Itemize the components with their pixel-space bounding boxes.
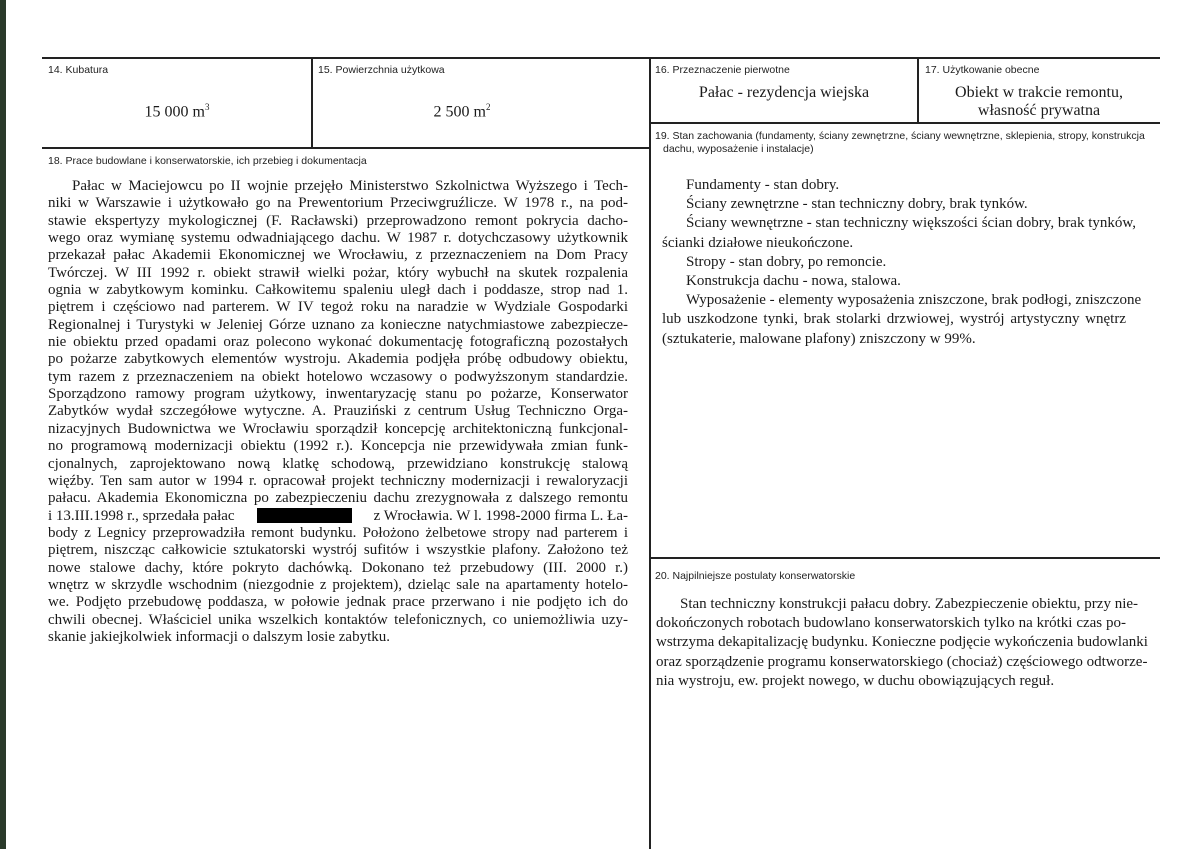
- postulaty-text: [656, 595, 1148, 691]
- stan-label: [655, 130, 1145, 156]
- text-line: (sztukaterie, malowane plafony) zniszczony w 99%.: [662, 330, 976, 347]
- divider: [650, 122, 1160, 124]
- divider: [650, 557, 1160, 559]
- uzytkowanie-line: Obiekt w trakcie remontu,: [955, 84, 1123, 101]
- kubatura-label: 14. Kubatura: [48, 64, 109, 76]
- text-line: nie obiektu przed opadami oraz polecono wykonać dokumentację fotograficzną pozostałych: [48, 334, 628, 351]
- text-line: Fundamenty - stan dobry.: [686, 177, 840, 193]
- text-line: Stan techniczny konstrukcji pałacu dobry. Zabezpieczenie obiektu, przy nie-: [680, 596, 1139, 612]
- text-line: chwili obecnej. Właściciel unika wszelkich kontaktów telefonicznych, co uniemożliwia uzy-: [48, 611, 628, 628]
- text-line: ognia w zabytkowym kominku. Całkowitemu spaleniu uległ dach i poddasze, strop nad 1.: [48, 282, 628, 299]
- text-fragment: z Wrocławia. W l. 1998-2000 firma L. Ła-: [373, 507, 628, 524]
- text-line: nizacyjnych Budownictwa we Wrocławiu sporządził koncepcję architektoniczną funkcjonal-: [48, 420, 628, 437]
- text-line: Wyposażenie - elementy wyposażenia zniszczone, brak podłogi, zniszczone: [686, 292, 1142, 309]
- redaction-box: [257, 508, 352, 523]
- powierzchnia-value: [312, 102, 612, 121]
- scan-edge: [0, 0, 6, 849]
- postulaty-label: 20. Najpilniejsze postulaty konserwatorskie: [655, 570, 856, 582]
- text-line: tym razem z przeznaczeniem na obiekt hotelowo wczasowy o podwyższonym standardzie.: [48, 368, 628, 385]
- text-line: nowe stalowe dachy, które pokryto dachówką. Dokonano też przebudowy (III. 2000 r.): [48, 559, 628, 576]
- text-line: przekazał pałac Akademii Ekonomicznej we Wrocławiu, z przeznaczeniem na Dom Pracy: [48, 247, 628, 264]
- text-line: ścianki działowe nieukończone.: [662, 234, 854, 251]
- przeznaczenie-label: 16. Przeznaczenie pierwotne: [655, 64, 790, 76]
- text-line: Konstrukcja dachu - nowa, stalowa.: [686, 272, 901, 289]
- text-line: skanie jakiejkolwiek informacji o dalszym losie zabytku.: [48, 628, 390, 645]
- kubatura-value: [42, 102, 312, 121]
- text-line: Stropy - stan dobry, po remoncie.: [686, 253, 887, 270]
- text-line: Sporządzono ramowy program użytkowy, inwentaryzację stanu po pożarze, Konserwator: [48, 386, 628, 403]
- text-line: pałacu. Akademia Ekonomiczna po zabezpieczeniu dachu zrezygnowała z dalszego remontu: [48, 490, 628, 507]
- text-line: Regionalnej i Turystyki w Jeleniej Górze uznano za konieczne natychmiastowe zabezpiecze-: [48, 316, 628, 333]
- powierzchnia-number: 2 500 m: [433, 103, 486, 121]
- kubatura-number: 15 000 m: [144, 103, 205, 121]
- kubatura-unit-exp: 3: [204, 102, 210, 112]
- text-line: piętrem, niszcząc całkowicie sztukatorski wystrój sufitów i wszystkie plafony. Założono też: [48, 542, 628, 559]
- text-line: cjonalnych, zaprojektowano nową klatkę schodową, przewidziano konstrukcję stalową: [48, 455, 628, 472]
- text-line: piętrem i częściowo nad parterem. W IV tegoż roku na naradzie w Wydziale Gospodarki: [48, 299, 628, 316]
- divider: [649, 57, 651, 849]
- prace-label: 18. Prace budowlane i konserwatorskie, ich przebieg i dokumentacja: [48, 155, 367, 167]
- text-line: Ściany zewnętrzne - stan techniczny dobry, brak tynków.: [686, 196, 1028, 213]
- text-line: dokończonych robotach budowlano konserwatorskich tylko na krótki czas po-: [656, 615, 1126, 632]
- text-line: Zabytków wydał szczegółowe wytyczne. A. Prauziński z centrum Usług Techniczno Orga-: [48, 403, 628, 420]
- text-line: we. Podjęto przebudowę poddasza, w połowie jednak prace przerwano i nie podjęto ich do: [48, 594, 628, 611]
- stan-label-line: dachu, wyposażenie i instalacje): [663, 143, 814, 155]
- przeznaczenie-value: Pałac - rezydencja wiejska: [698, 84, 870, 101]
- text-line: wnętrz w skrzydle wschodnim (niezgodnie z projektem), dzieląc sale na apartamenty hotelo-: [48, 576, 628, 593]
- text-line: Pałac w Maciejowcu po II wojnie przejęło Ministerstwo Szkolnictwa Wyższego i Tech-: [72, 178, 628, 194]
- text-line: wego oraz wymianę systemu odwadniającego dachu. W 1987 r. dotychczasowy użytkownik: [48, 230, 628, 247]
- uzytkowanie-value: [918, 84, 1160, 120]
- text-line: stawie ekspertyzy mykologicznej (F. Racławski) przeprowadzono remont pokrycia dacho-: [48, 212, 628, 229]
- text-line: no programową modernizacji obiektu (1992 r.). Koncepcja nie przewidywała zmian funk-: [48, 438, 628, 455]
- prace-text: [48, 178, 628, 646]
- text-line: niki w Warszawie i użytkowało go na Prewentorium Przeciwgruźlicze. W 1978 r., na pod-: [48, 195, 628, 212]
- powierzchnia-unit-exp: 2: [485, 102, 491, 112]
- text-line: [48, 508, 628, 525]
- text-line: oraz sporządzenie programu konserwatorskiego (chociaż) częściowego odtworze-: [656, 653, 1148, 670]
- powierzchnia-label: 15. Powierzchnia użytkowa: [318, 64, 445, 76]
- text-line: body z Legnicy przeprowadziła remont budynku. Położono żelbetowe stropy nad parterem i: [48, 524, 628, 541]
- text-line: Ściany wewnętrzne - stan techniczny większości ścian dobry, brak tynków,: [686, 215, 1136, 232]
- text-line: Twórczej. W III 1992 r. obiekt strawił wielki pożar, który wybuchł na skutek rozpalenia: [48, 264, 628, 281]
- text-line: więźby. Ten sam autor w 1994 r. opracował projekt techniczny modernizacji i rewaloryzacji: [48, 472, 628, 489]
- divider: [42, 57, 1160, 59]
- divider: [42, 147, 650, 149]
- stan-text: [662, 176, 1142, 349]
- text-line: nia wystroju, ew. projekt nowego, w duchu obowiązujących reguł.: [656, 672, 1055, 689]
- text-line: wstrzyma dekapitalizację budynku. Konieczne podjęcie wykończenia budowlanki: [656, 634, 1148, 651]
- uzytkowanie-label: 17. Użytkowanie obecne: [925, 64, 1040, 76]
- text-fragment: i 13.III.1998 r., sprzedała pałac: [48, 507, 235, 524]
- text-line: lub uszkodzone tynki, brak stolarki drzwiowej, wystrój artystyczny wnętrz: [662, 311, 1126, 328]
- text-line: po pożarze zabytkowych elementów wystroju. Akademia podjęła próbę odbudowy obiektu,: [48, 351, 628, 368]
- stan-label-line: 19. Stan zachowania (fundamenty, ściany zewnętrzne, ściany wewnętrzne, sklepienia, stropy, konstrukcja: [655, 130, 1145, 142]
- uzytkowanie-line: własność prywatna: [977, 102, 1101, 119]
